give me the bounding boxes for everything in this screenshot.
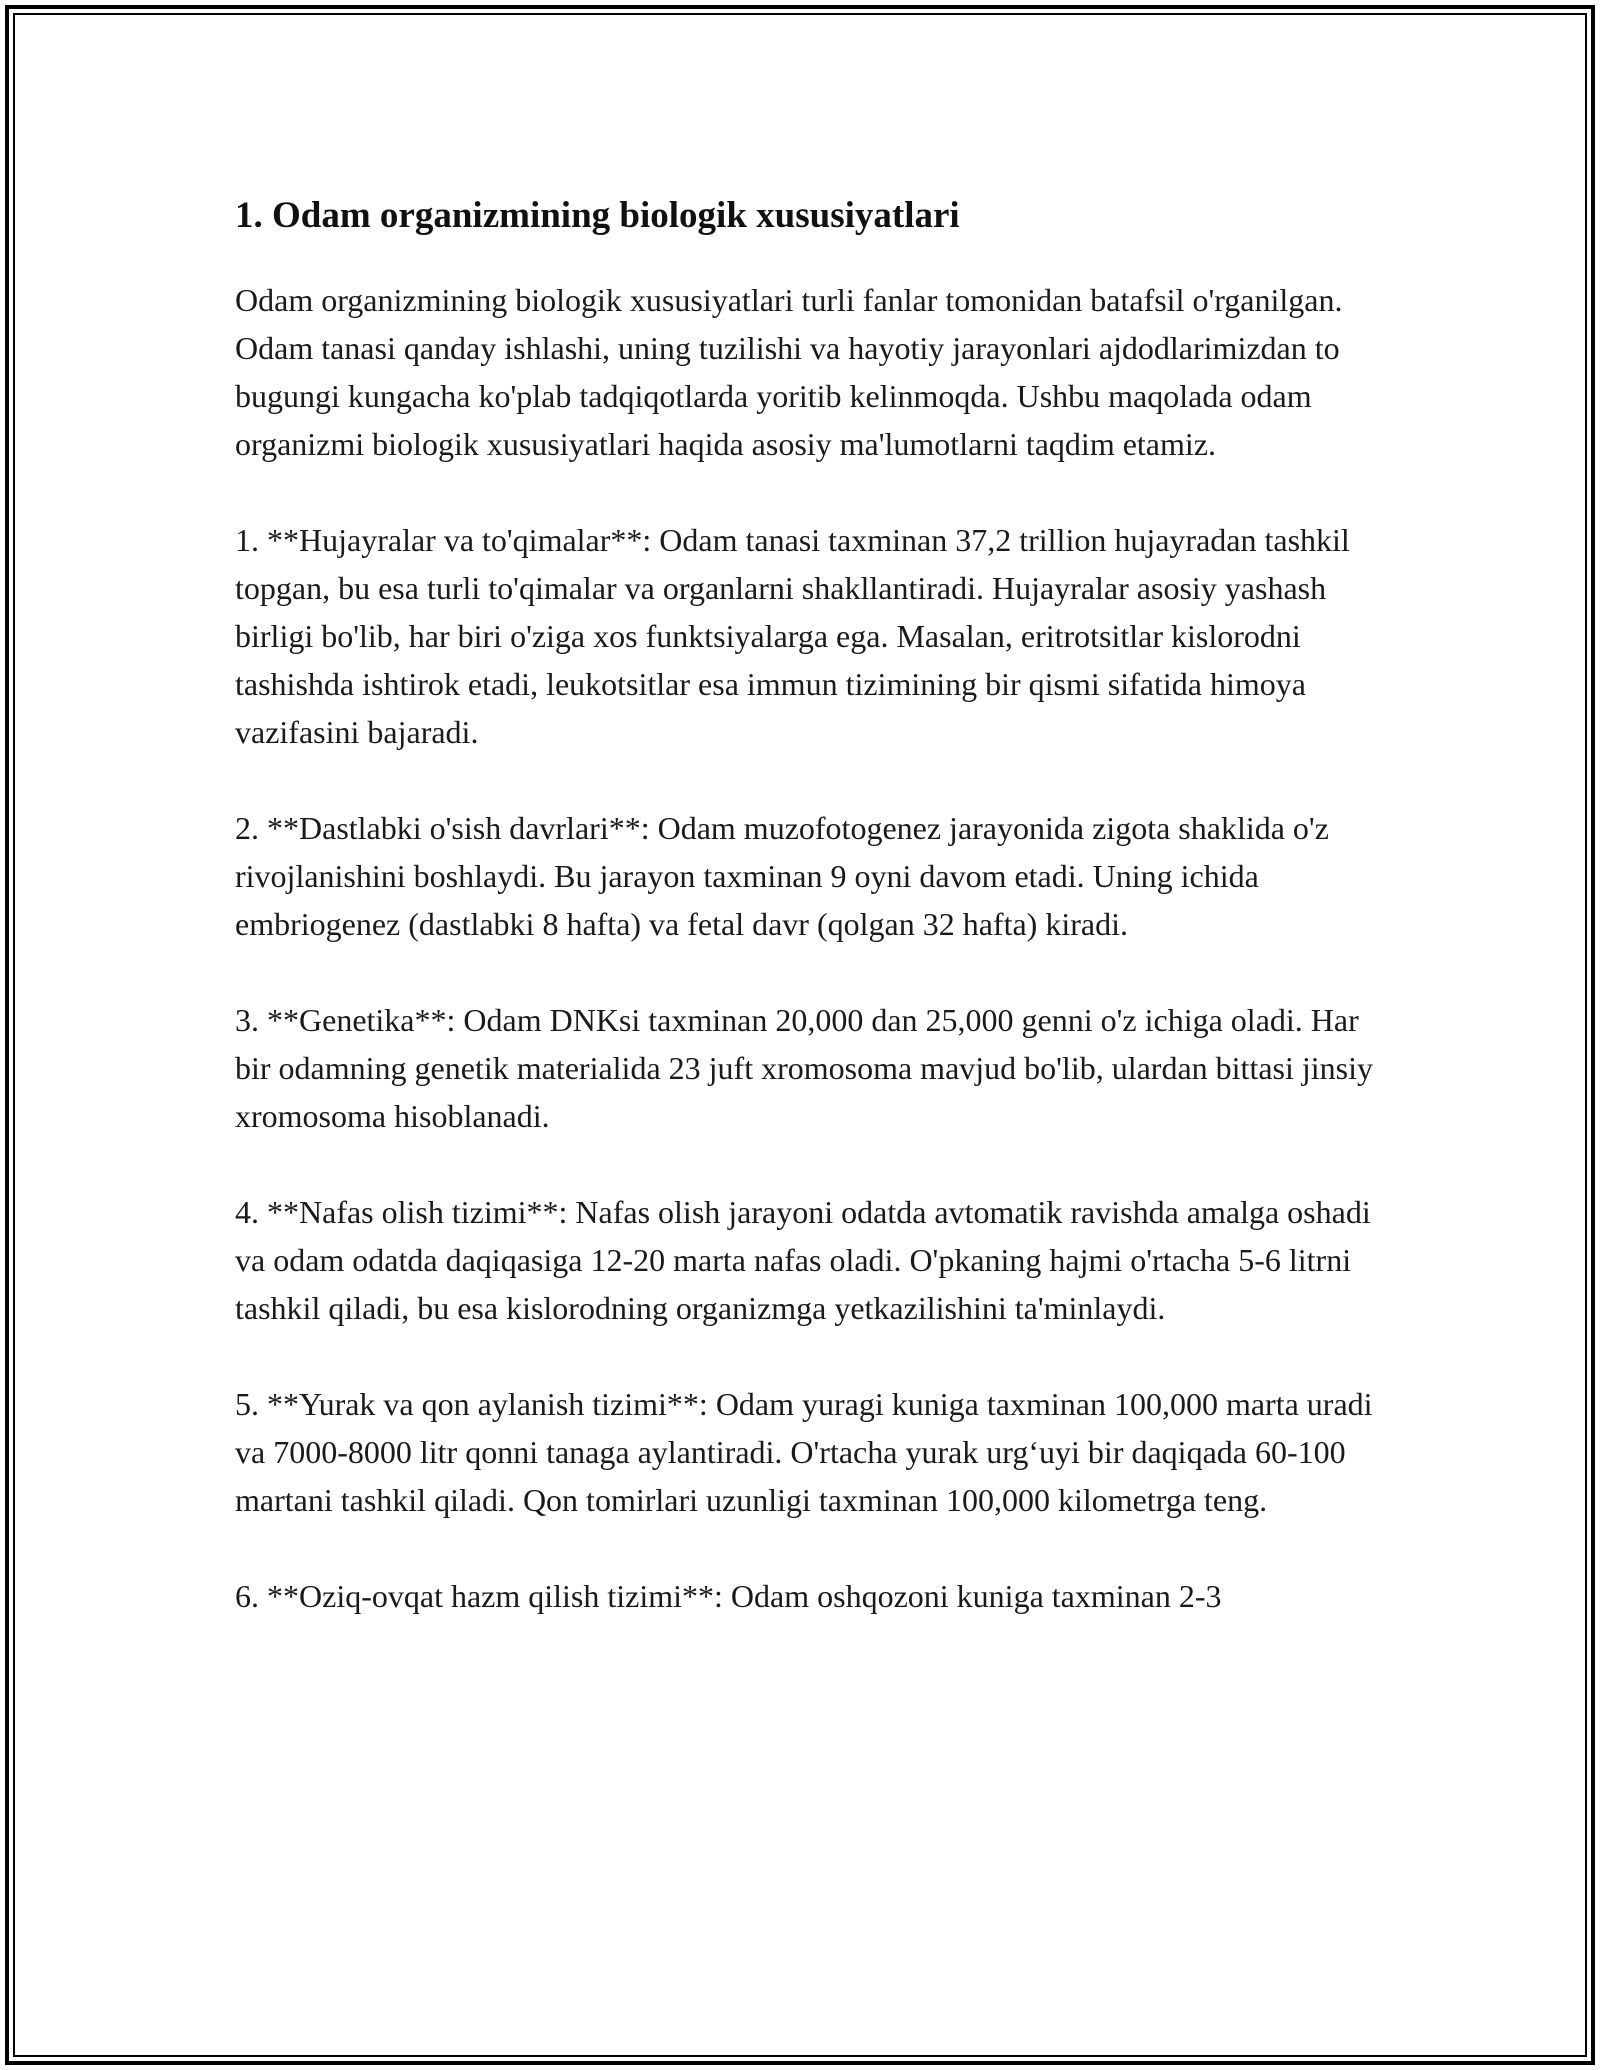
document-body bbox=[235, 188, 1385, 1668]
paragraph-genetics: 3. **Genetika**: Odam DNKsi taxminan 20,000 dan 25,000 genni o'z ichiga oladi. Har bir odamning genetik materialida 23 juft xromosoma mavjud bo'lib, ulardan bittasi jinsiy xromosoma hisoblanadi. bbox=[235, 1002, 1373, 1134]
paragraph-circulatory-system: 5. **Yurak va qon aylanish tizimi**: Odam yuragi kuniga taxminan 100,000 marta uradi va 7000-8000 litr qonni tanaga aylantiradi. O'rtacha yurak urg‘uyi bir daqiqada 60-100 martani tashkil qiladi. Qon tomirlari uzunligi taxminan 100,000 kilometrga teng. bbox=[235, 1386, 1373, 1518]
paragraph-respiratory-system: 4. **Nafas olish tizimi**: Nafas olish jarayoni odatda avtomatik ravishda amalga oshadi va odam odatda daqiqasiga 12-20 marta nafas oladi. O'pkaning hajmi o'rtacha 5-6 litrni tashkil qiladi, bu esa kislorodning organizmga yetkazilishini ta'minlaydi. bbox=[235, 1194, 1371, 1326]
paragraph-cells-tissues: 1. **Hujayralar va to'qimalar**: Odam tanasi taxminan 37,2 trillion hujayradan tashkil topgan, bu esa turli to'qimalar va organlarni shakllantiradi. Hujayralar asosiy yashash birligi bo'lib, har biri o'ziga xos funktsiyalarga ega. Masalan, eritrotsitlar kislorodni tashishda ishtirok etadi, leukotsitlar esa immun tizimining bir qismi sifatida himoya vazifasini bajaradi. bbox=[235, 522, 1350, 750]
paragraph-digestive-system: 6. **Oziq-ovqat hazm qilish tizimi**: Odam oshqozoni kuniga taxminan 2-3 bbox=[235, 1578, 1222, 1614]
paragraph-early-growth: 2. **Dastlabki o'sish davrlari**: Odam muzofotogenez jarayonida zigota shaklida o'z rivojlanishini boshlaydi. Bu jarayon taxminan 9 oyni davom etadi. Uning ichida embriogenez (dastlabki 8 hafta) va fetal davr (qolgan 32 hafta) kiradi. bbox=[235, 810, 1329, 942]
document-title: 1. Odam organizmining biologik xususiyatlari bbox=[235, 195, 960, 236]
intro-paragraph: Odam organizmining biologik xususiyatlari turli fanlar tomonidan batafsil o'rganilgan. Odam tanasi qanday ishlashi, uning tuzilishi va hayotiy jarayonlari ajdodlarimizdan to bugungi kungacha ko'plab tadqiqotlarda yoritib kelinmoqda. Ushbu maqolada odam organizmi biologik xususiyatlari haqida asosiy ma'lumotlarni taqdim etamiz. bbox=[235, 282, 1343, 462]
